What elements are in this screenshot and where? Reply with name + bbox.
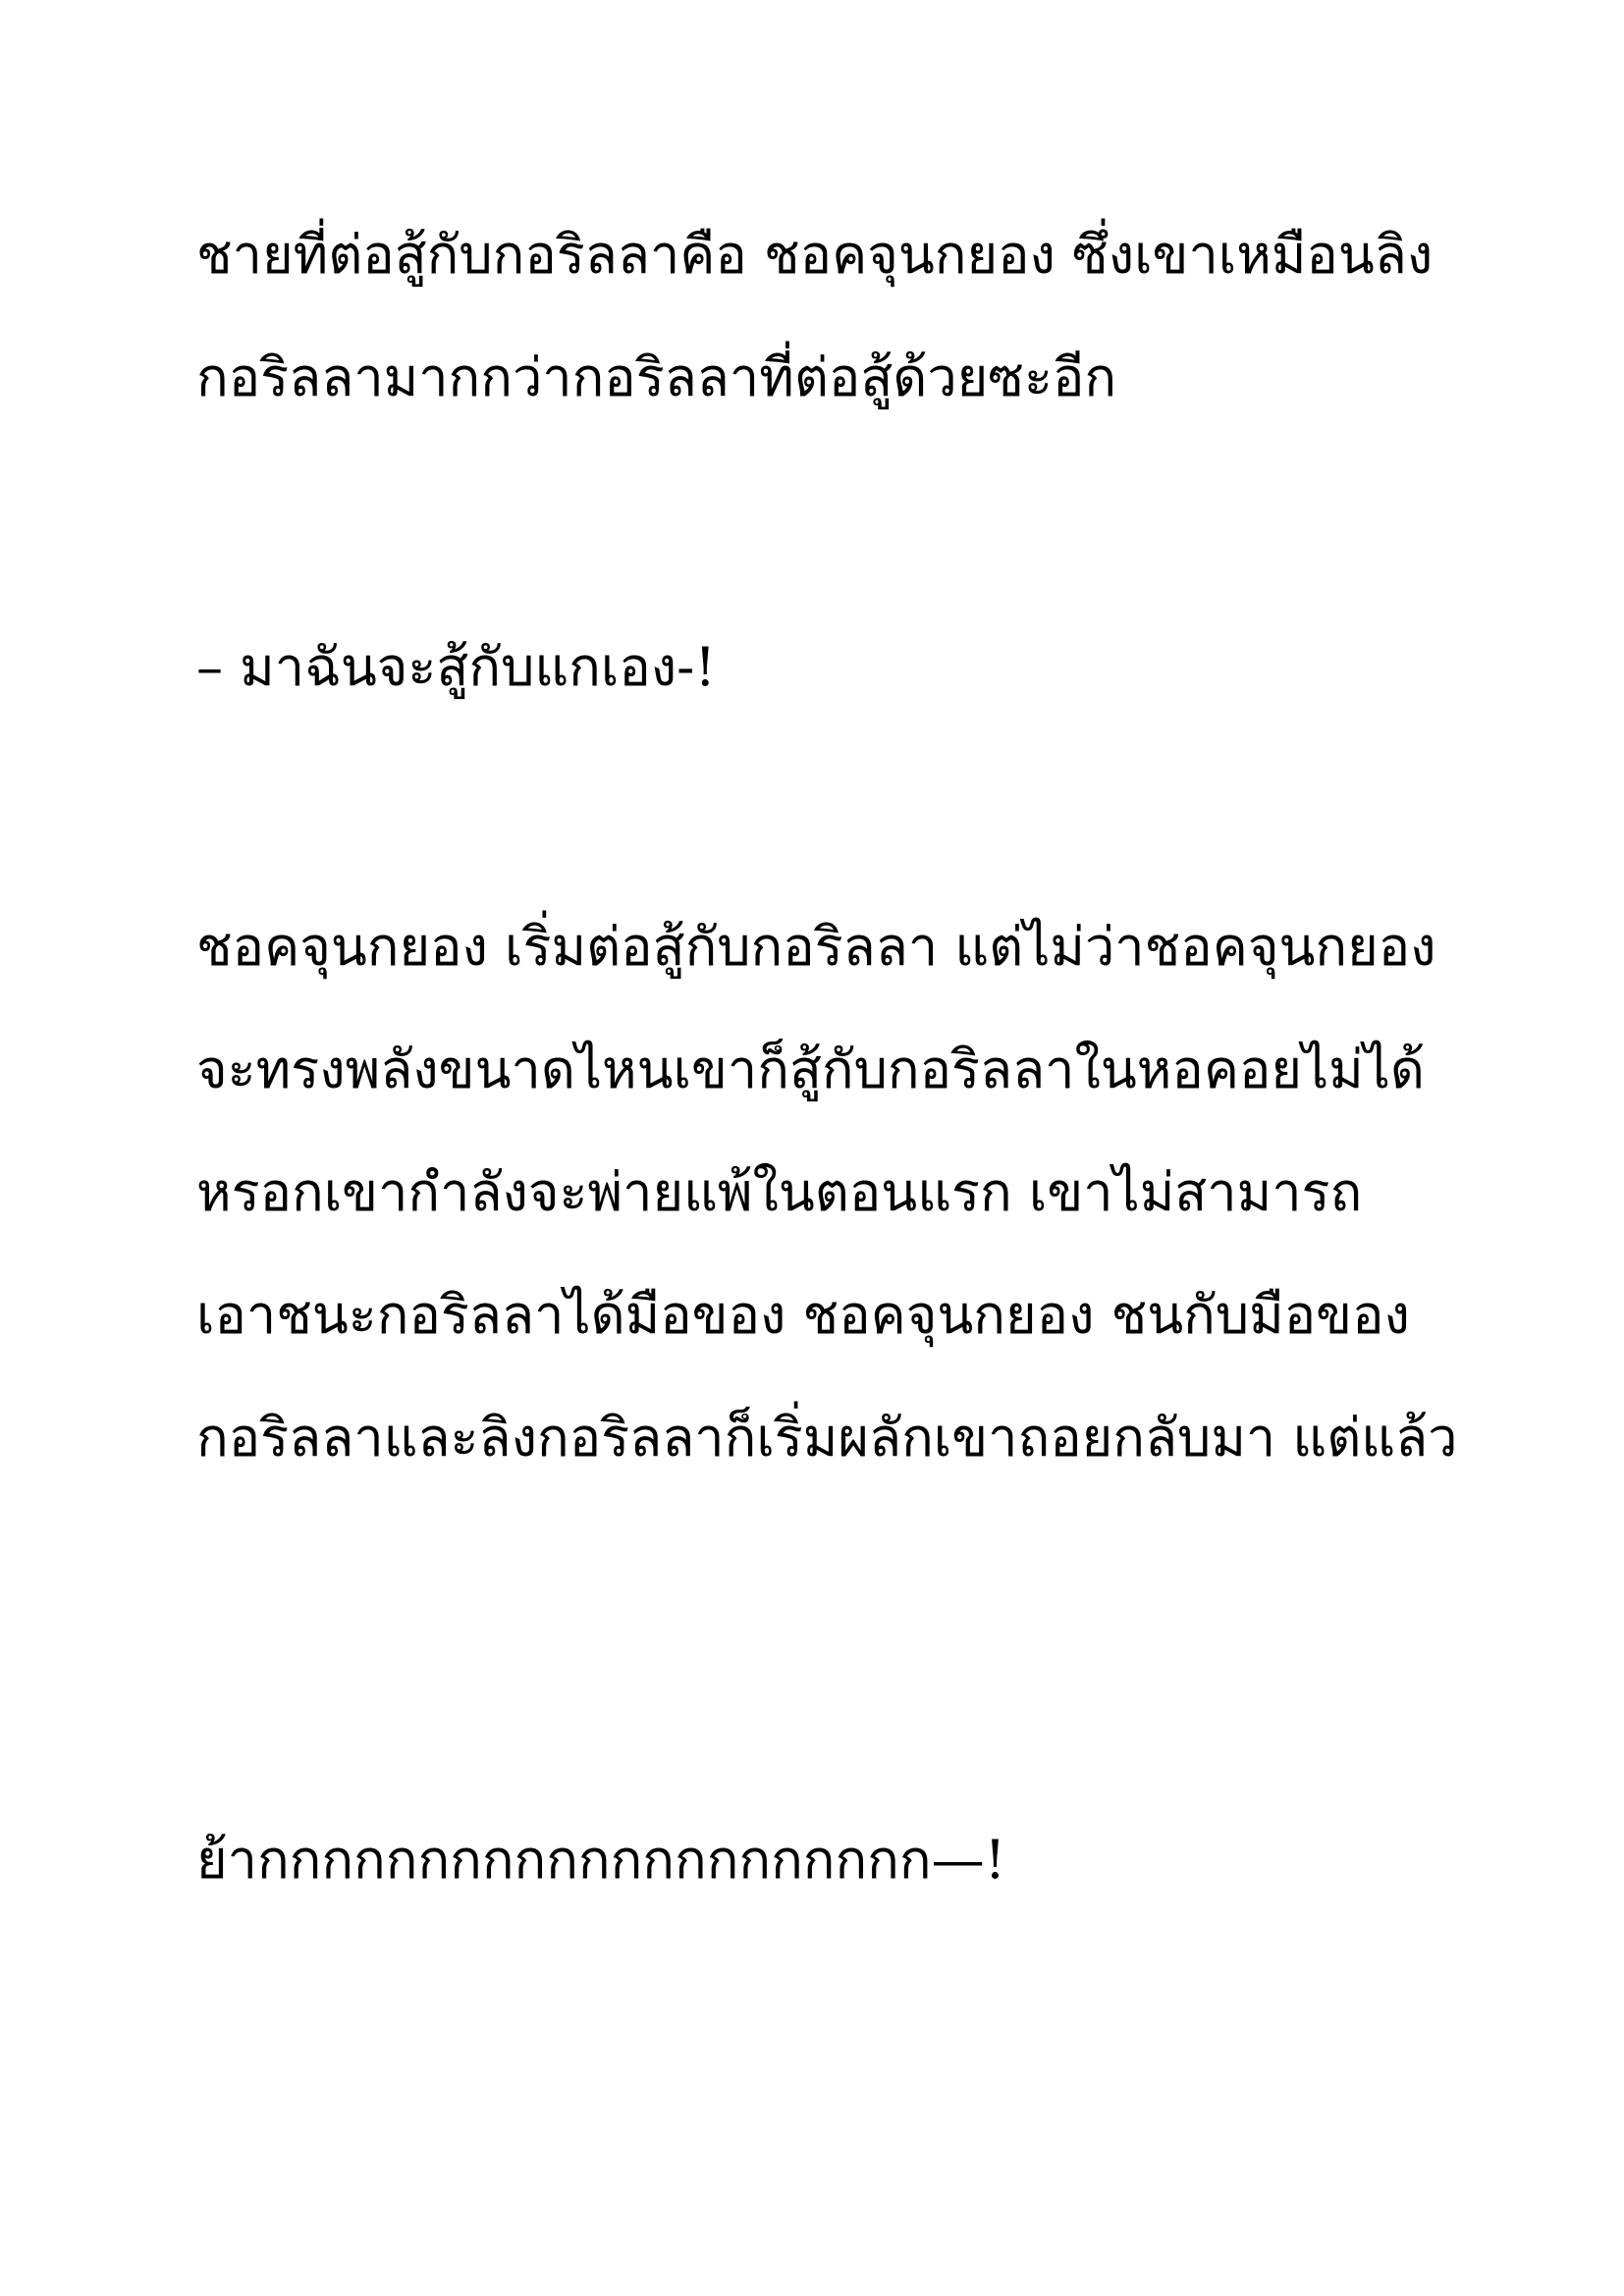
paragraph-1-line-2: กอริลลามากกว่ากอริลลาที่ต่อสู้ด้วยซะอีก xyxy=(196,347,1117,408)
paragraph-3-line-5: กอริลลาและลิงกอริลลาก็เริ่มผลักเขาถอยกลับมา แต่แล้ว xyxy=(196,1407,1458,1468)
paragraph-3-line-2: จะทรงพลังขนาดไหนเขาก็สู้กับกอริลลาในหอคอยไม่ได้ xyxy=(196,1039,1425,1100)
paragraph-3-line-3: หรอกเขากำลังจะพ่ายแพ้ในตอนแรก เขาไม่สามารถ xyxy=(196,1161,1363,1223)
paragraph-3-line-1: ชอคจุนกยอง เริ่มต่อสู้กับกอริลลา แต่ไม่ว่าชอคจุนกยอง xyxy=(196,916,1436,978)
paragraph-3-line-4: เอาชนะกอริลลาได้มือของ ชอคจุนกยอง ชนกับมือของ xyxy=(196,1284,1410,1346)
paragraph-2-line-1: – มาฉันจะสู้กับแกเอง-! xyxy=(196,636,717,698)
paragraph-1-line-1: ชายที่ต่อสู้กับกอริลลาคือ ชอคจุนกยอง ซึ่งเขาเหมือนลิง xyxy=(196,224,1434,286)
paragraph-4-line-1: ย้ากกกกกกกกกกกกกกกกกกกกก—! xyxy=(196,1829,1006,1891)
